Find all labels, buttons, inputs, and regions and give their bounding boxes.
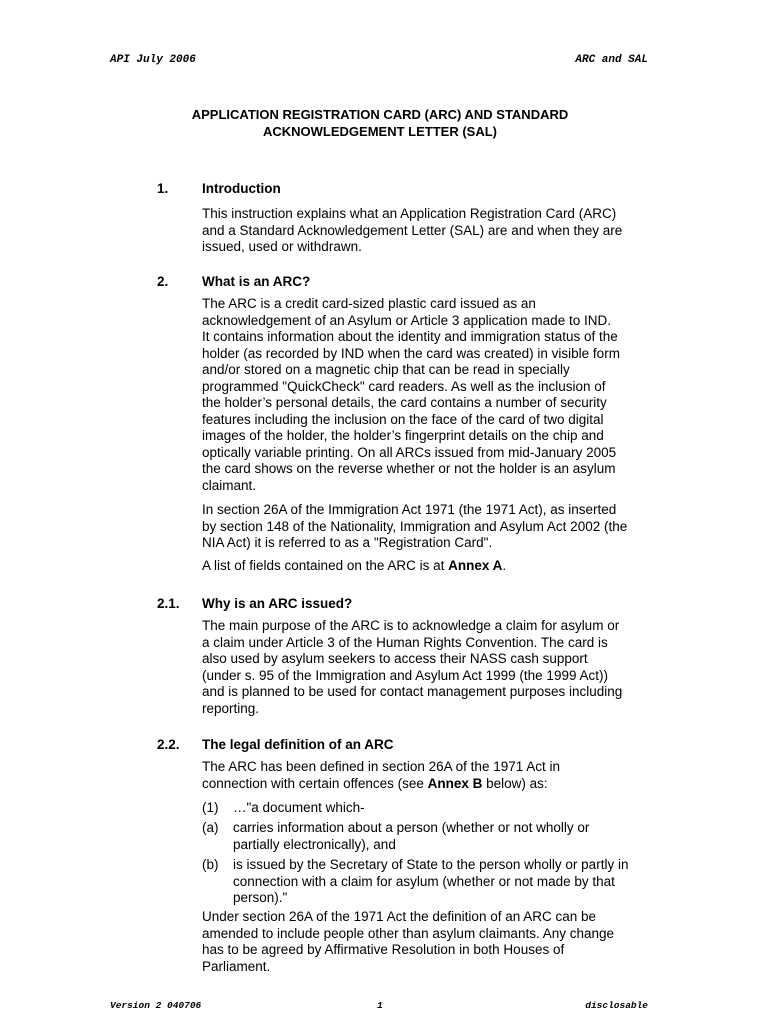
text-line: …"a document which- [233,800,365,815]
text-line: claimant. [202,477,257,493]
text-line: the card shows on the reverse whether or not the holder is an asylum [202,461,616,476]
text-line: the holder’s personal details, the card contains a number of security [202,395,607,410]
running-header-right: ARC and SAL [575,54,648,66]
running-header-left: API July 2006 [110,54,196,66]
text-line: The ARC has been defined in section 26A of the 1971 Act in [202,759,561,774]
section-2-1-paragraph [202,618,654,717]
text-line: has to be agreed by Affirmative Resolution in both Houses of [202,942,565,957]
section-2-1-heading: Why is an ARC issued? [202,596,353,611]
section-2-2-intro [202,759,654,792]
text-line: a claim under Article 3 of the Human Rights Convention. The card is [202,634,608,650]
text-line: and is planned to be used for contact management purposes including [202,684,623,699]
section-2-paragraph-2 [202,502,654,552]
text-line: images of the holder, the holder’s fingerprint details on the chip and [202,428,604,443]
text-line: Under section 26A of the 1971 Act the definition of an ARC can be [202,909,597,924]
section-2-number: 2. [157,274,169,289]
text-line: and/or stored on a magnetic chip that can be read in specially [202,362,570,377]
text-line: It contains information about the identity and immigration status of the [202,329,618,344]
section-2-2-number: 2.2. [157,737,180,752]
text-line: carries information about a person (whether or not wholly or [233,820,590,835]
text-line: person)." [233,890,288,905]
text-span: A list of fields contained on the ARC is at [202,558,449,573]
section-1-heading: Introduction [202,181,281,196]
section-2-paragraph-3 [202,558,654,575]
text-line: In section 26A of the Immigration Act 1971 (the 1971 Act), as inserted [202,502,617,517]
text-line: connection with a claim for asylum (whether or not made by that [233,873,615,889]
text-line: NIA Act) it is referred to as a "Registration Card". [202,535,493,550]
text-span: connection with certain offences (see [202,775,428,791]
text-line: by section 148 of the Nationality, Immigration and Asylum Act 2002 (the [202,518,628,534]
text-line: holder (as recorded by IND when the card was created) in visible form [202,345,620,361]
annex-a-reference: Annex A [448,558,503,573]
text-line: This instruction explains what an Application Registration Card (ARC) [202,206,617,221]
section-2-2-heading: The legal definition of an ARC [202,737,394,752]
text-line: is issued by the Secretary of State to the person wholly or partly in [233,857,629,872]
text-line: (under s. 95 of the Immigration and Asylum Act 1999 (the 1999 Act)) [202,667,608,683]
text-line: acknowledgement of an Asylum or Article 3 application made to IND. [202,312,611,328]
text-line: features including the inclusion on the face of the card of two digital [202,411,604,427]
document-title [110,106,650,140]
list-item-marker: (1) [202,800,219,815]
section-2-paragraph-1 [202,296,654,494]
text-line: The main purpose of the ARC is to acknowledge a claim for asylum or [202,618,620,633]
text-line: partially electronically), and [233,836,396,852]
text-line: issued, used or withdrawn. [202,239,362,254]
text-line: The ARC is a credit card-sized plastic card issued as an [202,296,536,311]
section-2-heading: What is an ARC? [202,274,311,289]
text-span: . [502,558,507,573]
section-1-paragraph [202,206,654,256]
text-line: and a Standard Acknowledgement Letter (SAL) are and when they are [202,222,623,238]
text-line: programmed "QuickCheck" card readers. As well as the inclusion of [202,378,606,394]
title-line-1: APPLICATION REGISTRATION CARD (ARC) AND STANDARD [191,107,569,122]
text-line: Parliament. [202,958,271,974]
list-item-marker: (b) [202,857,219,872]
footer-page-number: 1 [377,1000,383,1011]
list-item-text [233,820,653,853]
list-item-text [233,857,653,907]
text-line: amended to include people other than asylum claimants. Any change [202,925,615,941]
text-span: below) as: [482,775,548,791]
list-item-text [233,800,653,817]
section-2-1-number: 2.1. [157,596,180,611]
section-2-2-closing [202,909,654,975]
footer-classification: disclosable [585,1000,648,1011]
title-line-2: ACKNOWLEDGEMENT LETTER (SAL) [263,124,497,139]
text-line: also used by asylum seekers to access their NASS cash support [202,651,588,666]
section-1-number: 1. [157,181,169,196]
text-line: reporting. [202,700,260,716]
list-item-marker: (a) [202,820,219,835]
footer-version: Version 2 040706 [110,1000,202,1011]
annex-b-reference: Annex B [427,775,483,791]
text-line: optically variable printing. On all ARCs issued from mid-January 2005 [202,444,617,460]
